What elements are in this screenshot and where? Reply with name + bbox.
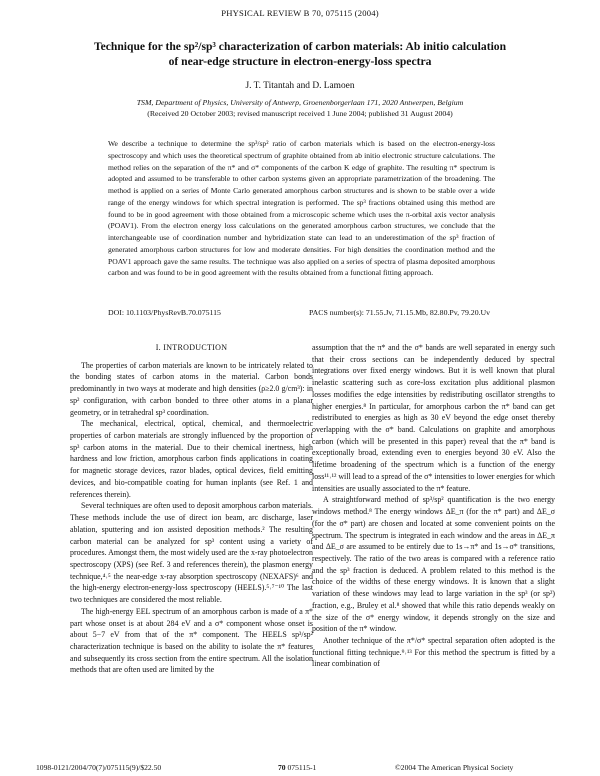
journal-header: PHYSICAL REVIEW B 70, 075115 (2004): [221, 8, 379, 18]
abstract: [108, 138, 495, 279]
paragraph: assumption that the π* and the σ* bands are well separated in energy such that their cross sections can be independently deduced by spectral integrations over fixed energy windows. But it is well known that plural inelastic scattering such as core-loss excitation plus additional plasmon losses modifies the edge intensities by redistributing oscillator strengths to higher energies.⁸ In particular, for amorphous carbon the π* band can get redistributed to energies as high as 30 eV beyond the edge onset thereby overlapping with the σ* band. Calculations on graphite and amorphous carbon (which will be presented in this paper) reveal that the π* band is exceptionally broad, extending even to energies beyond 30 eV. Also the lifetime broadening of the spectrum which is a function of the energy loss¹¹˒¹² will lead to a spread of the σ* intensities to lower energies for which intensities are usually associated to the π* feature.: [312, 343, 555, 493]
paragraph: The properties of carbon materials are known to be intricately related to the bonding states of carbon atoms in the material. Carbon bonds predominantly in two ways at moderate and high densities (ρ≥2.0 g/cm³): in sp² configuration, with carbon bonded to three other atoms in a planar geometry, or in tetrahedral sp³ coordination.: [70, 360, 313, 417]
authors: J. T. Titantah and D. Lamoen: [245, 81, 355, 91]
paragraph: A straightforward method of sp³/sp² quantification is the two energy windows method.⁸ The energy windows ΔE_π (for the π* part) and ΔE_σ (for the σ* part) are chosen and located at some convenient points on the spectrum. The spectrum is integrated in each window and the areas in ΔE_π and ΔE_σ are assumed to be entirely due to 1s→π* and 1s→σ* transitions, respectively. The ratio of the two areas is compared with a reference ratio and the sp³ fraction is deduced. A problem related to this method is the choice of the widths of these energy windows. It is known that a slight variation of these windows may lead to large variation in the sp³ (or sp²) fraction, e.g., Bruley et al.⁸ showed that while this ratio depends weakly on the size of the σ* energy window, it depends strongly on the size and position of the π* window.: [312, 495, 555, 634]
paper-title: [60, 40, 540, 69]
title-line-2: of near-edge structure in electron-energy-loss spectra: [168, 54, 432, 68]
footer-issn: 1098-0121/2004/70(7)/075115(9)/$22.50: [36, 763, 162, 772]
doi-link[interactable]: DOI: 10.1103/PhysRevB.70.075115: [108, 308, 221, 317]
footer-page-number: [278, 763, 316, 772]
received-dates: (Received 20 October 2003; revised manuscript received 1 June 2004; published 31 August 2004): [147, 109, 453, 118]
right-column: [312, 342, 555, 670]
footer-volume: 70: [278, 763, 286, 772]
abstract-text: We describe a technique to determine the sp³/sp² ratio of carbon materials which is based on the electron-energy-loss spectroscopy and which uses the theoretical spectrum of graphite obtained from ab initio electronic structure calculations. The method relies on the separation of the π* and σ* components of the carbon K edge of graphite. The resulting π* spectrum is adopted and assumed to be transferable to other carbon systems given an appropriate parametrization of the broadening. The method is applied on a series of Monte Carlo generated amorphous carbon structures and is shown to be stable over a wide range of the energy windows for which spectral integration is performed. The sp³ fractions obtained using this method are found to be in good agreement with those obtained from a microscopic scheme which uses the π-orbital axis vector analysis (POAV1). From the electron energy loss calculations on the generated amorphous carbon structures, we conclude that the interchangeable use of coordination number and hybridization state can lead to an underestimation of the sp³ fraction of generated amorphous carbon structures for low and moderate densities. For high densities the coordination method and the POAV1 approach gave the same results. The technique was also applied on a series of spectra of plasma deposited amorphous carbon and was found to be in good agreement with the results obtained from a functional fitting approach.: [108, 139, 495, 278]
paragraph: Another technique of the π*/σ* spectral separation often adopted is the functional fitting technique.⁹˒¹³ For this method the spectrum is fitted by a linear combination of: [312, 635, 555, 669]
footer-copyright: ©2004 The American Physical Society: [395, 763, 514, 772]
left-column: [70, 342, 313, 676]
paragraph: The mechanical, electrical, optical, chemical, and thermoelectric properties of carbon materials are strongly influenced by the proportion of sp³ carbon atoms in the material. Due to their chemical inertness, high hardness and low friction, amorphous carbon finds applications in coating for magnetic storage devices, razor blades, optical devices, field emitting devices, and bio-compatible coating for human inplants (see Ref. 1 and references therein).: [70, 419, 313, 499]
section-heading: I. INTRODUCTION: [155, 343, 228, 352]
title-line-1: Technique for the sp²/sp³ characterization of carbon materials: Ab initio calculation: [93, 40, 507, 53]
pacs-numbers: PACS number(s): 71.55.Jv, 71.15.Mb, 82.80.Pv, 79.20.Uv: [309, 308, 491, 317]
affiliation: TSM, Department of Physics, University of Antwerp, Groenenborgerlaan 171, 2020 Antwerpen, Belgium: [136, 98, 464, 107]
paragraph: The high-energy EEL spectrum of an amorphous carbon is made of a π* part whose onset is at about 284 eV and a σ* component whose onset is about 5−7 eV from that of the π* component. The HEELS sp³/sp² characterization technique is based on the ability to isolate the π* features and subsequently its cross section from the entire spectrum. All the isolation methods that are often used are limited by the: [70, 606, 313, 675]
paragraph: Several techniques are often used to deposit amorphous carbon materials. These methods include the use of direct ion beam, arc discharge, laser ablation, sputtering and ion assisted deposition methods.² The resulting carbon material can be analyzed for sp³ content using a variety of procedures. Amongst them, the most widely used are the x-ray photoelectron spectroscopy (XPS) (see Ref. 3 and references therein), the plasmon energy technique,⁴˒⁵ the near-edge x-ray absorption spectroscopy (NEXAFS)⁶ and the high-energy electron-energy-loss spectroscopy (HEELS).⁵˒⁷⁻¹⁰ The last two techniques are considered the most reliable.: [70, 501, 313, 605]
footer-article-number: 075115-1: [285, 763, 317, 772]
